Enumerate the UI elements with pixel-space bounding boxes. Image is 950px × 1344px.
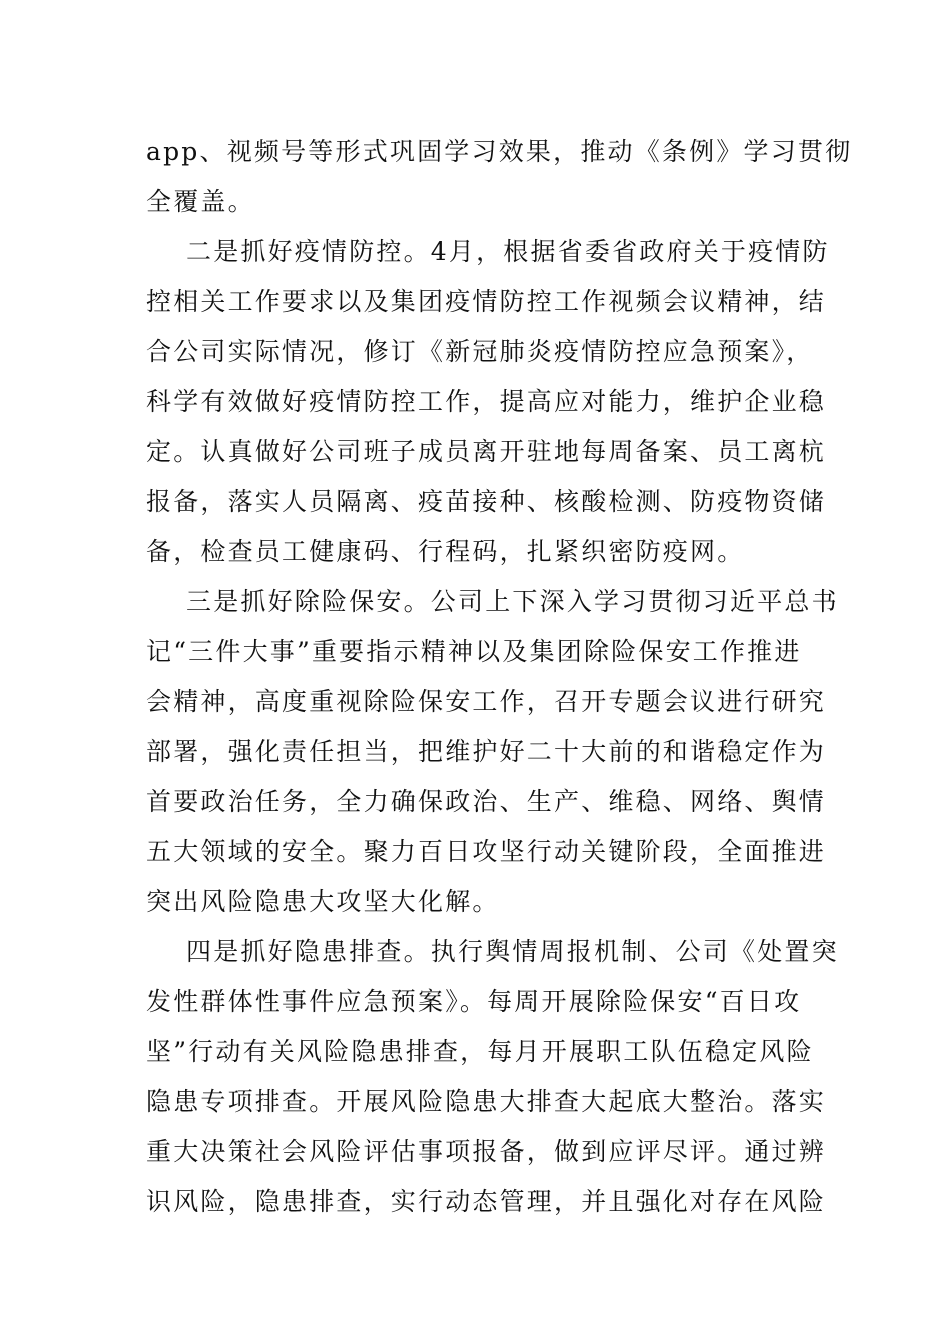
text-line: 合公司实际情况，修订《新冠肺炎疫情防控应急预案》，: [146, 337, 814, 366]
text-line: 控相关工作要求以及集团疫情防控工作视频会议精神，结: [146, 287, 827, 316]
text-line: 五大领域的安全。聚力百日攻坚行动关键阶段，全面推进: [146, 837, 827, 866]
text-line: 记“三件大事”重要指示精神以及集团除险保安工作推进: [146, 637, 802, 666]
text-line: 识风险，隐患排查，实行动态管理，并且强化对存在风险: [146, 1187, 827, 1216]
text-line: 全覆盖。: [146, 187, 255, 216]
text-line: 备，检查员工健康码、行程码，扎紧织密防疫网。: [146, 537, 745, 566]
paragraph-start-line: 四是抓好隐患排查。执行舆情周报机制、公司《处置突: [186, 937, 839, 966]
text-line: 首要政治任务，全力确保政治、生产、维稳、网络、舆情: [146, 787, 827, 816]
paragraph-start-line: 三是抓好除险保安。公司上下深入学习贯彻习近平总书: [186, 587, 839, 616]
text-line: 突出风险隐患大攻坚大化解。: [146, 887, 500, 916]
text-line: 科学有效做好疫情防控工作，提高应对能力，维护企业稳: [146, 387, 827, 416]
paragraph-start-line: 二是抓好疫情防控。4月，根据省委省政府关于疫情防: [186, 237, 830, 266]
text-line: 报备，落实人员隔离、疫苗接种、核酸检测、防疫物资储: [146, 487, 827, 516]
text-line: 定。认真做好公司班子成员离开驻地每周备案、员工离杭: [146, 437, 827, 466]
text-line: 会精神，高度重视除险保安工作，召开专题会议进行研究: [146, 687, 827, 716]
text-line: 重大决策社会风险评估事项报备，做到应评尽评。通过辨: [146, 1137, 827, 1166]
text-line: 隐患专项排查。开展风险隐患大排查大起底大整治。落实: [146, 1087, 827, 1116]
text-line: 发性群体性事件应急预案》。每周开展除险保安“百日攻: [146, 987, 802, 1016]
text-line: 部署，强化责任担当，把维护好二十大前的和谐稳定作为: [146, 737, 827, 766]
text-line: app、视频号等形式巩固学习效果，推动《条例》学习贯彻: [146, 137, 853, 166]
text-line: 坚”行动有关风险隐患排查，每月开展职工队伍稳定风险: [146, 1037, 814, 1066]
